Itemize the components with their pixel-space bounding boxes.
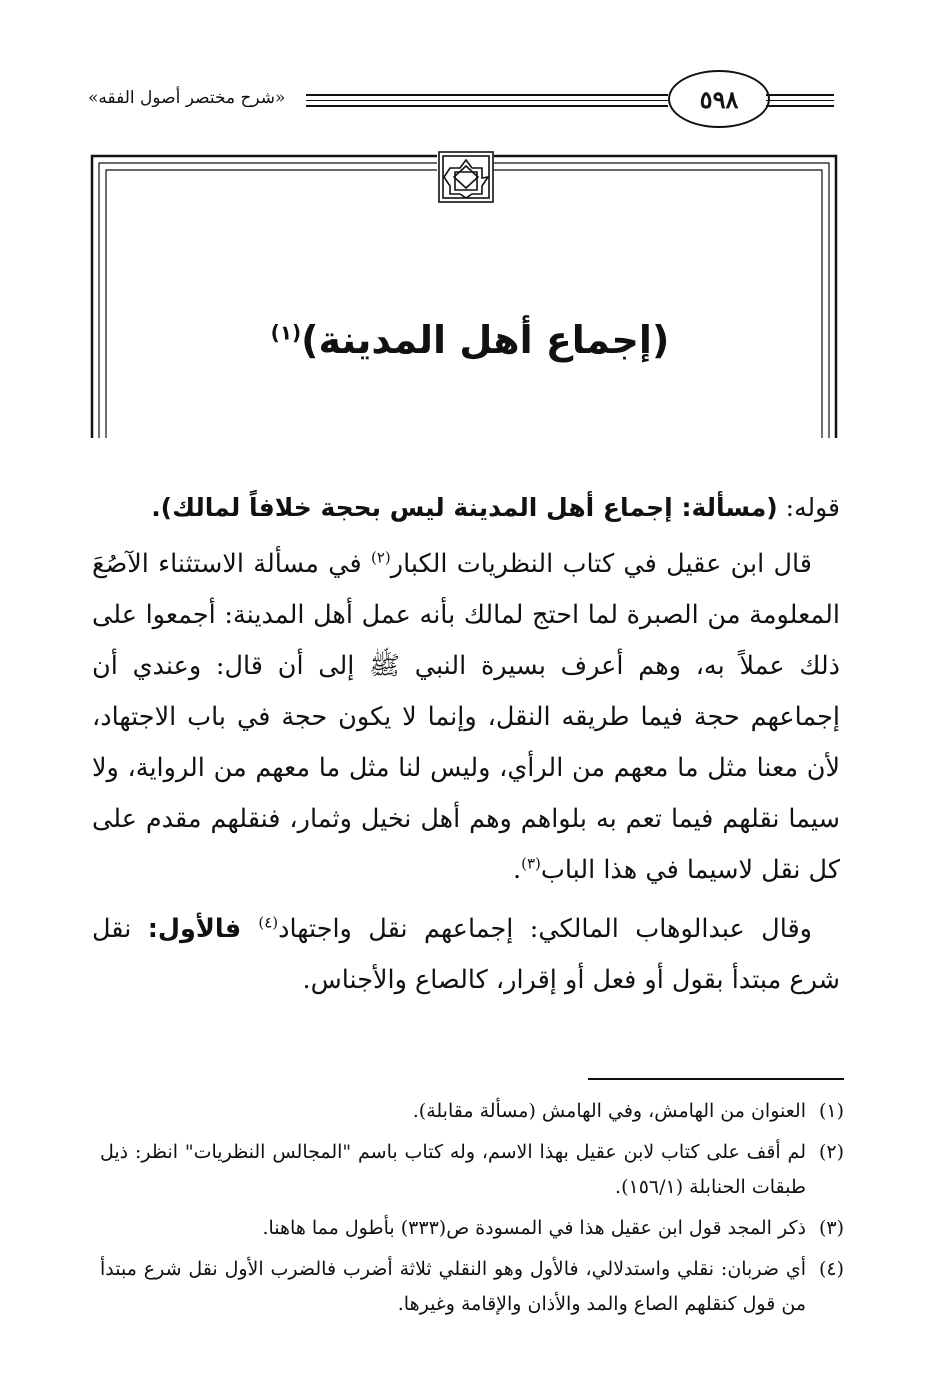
chapter-frame — [0, 0, 941, 460]
footnote-ref-2: (٢) — [370, 548, 391, 567]
para2-text-a: وقال عبدالوهاب المالكي: إجماعهم نقل واجتهاد — [278, 914, 812, 944]
footnote-2 — [100, 1135, 844, 1205]
footnote-text: لم أقف على كتاب لابن عقيل بهذا الاسم، وله كتاب باسم "المجالس النظريات" انظر: ذيل طبقات الحنابلة (١٥٦/١). — [100, 1141, 806, 1198]
chapter-title — [240, 318, 700, 362]
footnote-number: (٤) — [818, 1258, 844, 1280]
chapter-title-footnote-ref: (١) — [270, 320, 302, 345]
footnote-separator — [588, 1078, 844, 1080]
paragraph-abdulwahhab — [92, 904, 840, 1006]
matn-quote — [92, 482, 840, 533]
footnotes — [100, 1094, 844, 1328]
footnote-text: أي ضربان: نقلي واستدلالي، فالأول وهو النقلي ثلاثة أضرب فالضرب الأول نقل شرع مبتدأ من قول كنقلهم الصاع والمد والأذان والإقامة وغيرها. — [100, 1258, 806, 1315]
quote-intro: قوله: — [777, 493, 840, 522]
quote-bold: (مسألة: إجماع أهل المدينة ليس بحجة خلافاً لمالك). — [151, 493, 778, 522]
octagram-ornament-icon — [439, 152, 493, 202]
footnote-number: (٣) — [818, 1217, 844, 1239]
page-number: ٥٩٨ — [668, 70, 770, 128]
para1-text-b: في مسألة الاستثناء الآصُعَ المعلومة من الصبرة لما احتج لمالك بأنه عمل أهل المدينة: أجمعوا على ذلك عملاً به، وهم أعرف بسيرة النبي ﷺ إلى أن قال: وعندي أن إجماعهم حجة فيما طريقه النقل، وإنما لا يكون حجة في باب الاجتهاد، لأن معنا مثل ما معهم من الرأي، وليس لنا مثل ما معهم من الرواية، ولا سيما نقلهم فيما تعم به بلواهم وهم أهل نخيل وثمار، فنقلهم مقدم على كل نقل لاسيما في هذا الباب — [92, 549, 840, 885]
footnote-text: العنوان من الهامش، وفي الهامش (مسألة مقابلة). — [412, 1100, 806, 1122]
para2-bold-word: فالأول: — [147, 914, 259, 944]
chapter-title-text: (إجماع أهل المدينة) — [301, 318, 670, 362]
footnote-number: (٢) — [818, 1141, 844, 1163]
footnote-number: (١) — [818, 1100, 844, 1122]
footnote-ref-4: (٤) — [258, 913, 279, 932]
footnote-3 — [100, 1211, 844, 1246]
main-text — [92, 482, 840, 1006]
footnote-1 — [100, 1094, 844, 1129]
para1-end: . — [513, 855, 522, 885]
running-header-title: «شرح مختصر أصول الفقه» — [88, 88, 286, 108]
footnote-ref-3: (٣) — [521, 854, 541, 873]
footnote-4 — [100, 1252, 844, 1322]
para1-text-a: قال ابن عقيل في كتاب النظريات الكبار — [390, 549, 812, 579]
para2-text-b: نقل شرع مبتدأ بقول أو فعل أو إقرار، كالصاع والأجناس. — [92, 914, 840, 995]
footnote-text: ذكر المجد قول ابن عقيل هذا في المسودة ص(٣٣٣) بأطول مما هاهنا. — [262, 1217, 806, 1239]
paragraph-ibn-aqil — [92, 539, 840, 896]
